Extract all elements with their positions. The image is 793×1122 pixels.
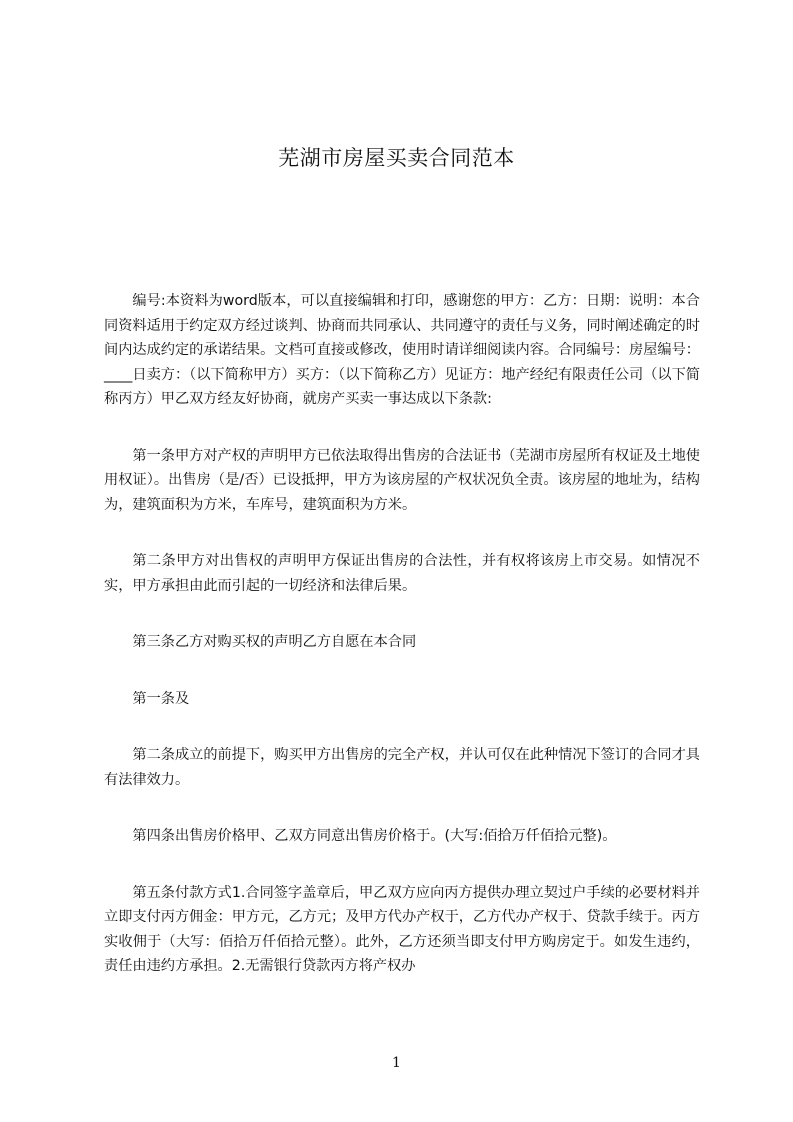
paragraph-article-3: 第三条乙方对购买权的声明乙方自愿在本合同 — [132, 634, 417, 650]
paragraph-article-5: 第五条付款方式1.合同签字盖章后，甲乙双方应向丙方提供办理立契过户手续的必要材料并立即支付丙方佣金：甲方元，乙方元；及甲方代办产权于，乙方代办产权于、贷款手续于。丙方实收佣于（大写：佰拾万仟佰拾元整）。此外，乙方还须当即支付甲方购房定于。如发生违约，责任由违约方承担。2.无需银行贷款丙方将产权办 — [104, 884, 700, 974]
paragraph-preamble: 编号:本资料为word版本，可以直接编辑和打印，感谢您的甲方：乙方：日期：说明：本合同资料适用于约定双方经过谈判、协商而共同承认、共同遵守的责任与义务，同时阐述确定的时间内达成约定的承诺结果。文档可直接或修改，使用时请详细阅读内容。合同编号：房屋编号：____日卖方：（以下简称甲方）买方：（以下简称乙方）见证方：地产经纪有限责任公司（以下简称丙方）甲乙双方经友好协商，就房产买卖一事达成以下条款: — [104, 293, 700, 407]
paragraph-article-1-ref: 第一条及 — [132, 690, 190, 707]
document-body — [104, 289, 700, 1011]
document-title: 芜湖市房屋买卖合同范本 — [278, 146, 515, 170]
paragraph-article-2: 第二条甲方对出售权的声明甲方保证出售房的合法性，并有权将该房上市交易。如情况不实，甲方承担由此而引起的一切经济和法律后果。 — [104, 553, 700, 594]
page-number: 1 — [392, 1055, 401, 1071]
paragraph-article-1: 第一条甲方对产权的声明甲方已依法取得出售房的合法证书（芜湖市房屋所有权证及土地使用权证）。出售房（是/否）已设抵押，甲方为该房屋的产权状况负全责。该房屋的地址为，结构为，建筑面积为方米，车库号，建筑面积为方米。 — [104, 447, 700, 513]
paragraph-article-2-ref: 第二条成立的前提下，购买甲方出售房的完全产权，并认可仅在此种情况下签订的合同才具有法律效力。 — [104, 747, 700, 788]
paragraph-article-4: 第四条出售房价格甲、乙双方同意出售房价格于。(大写:佰拾万仟佰拾元整)。 — [132, 828, 617, 844]
